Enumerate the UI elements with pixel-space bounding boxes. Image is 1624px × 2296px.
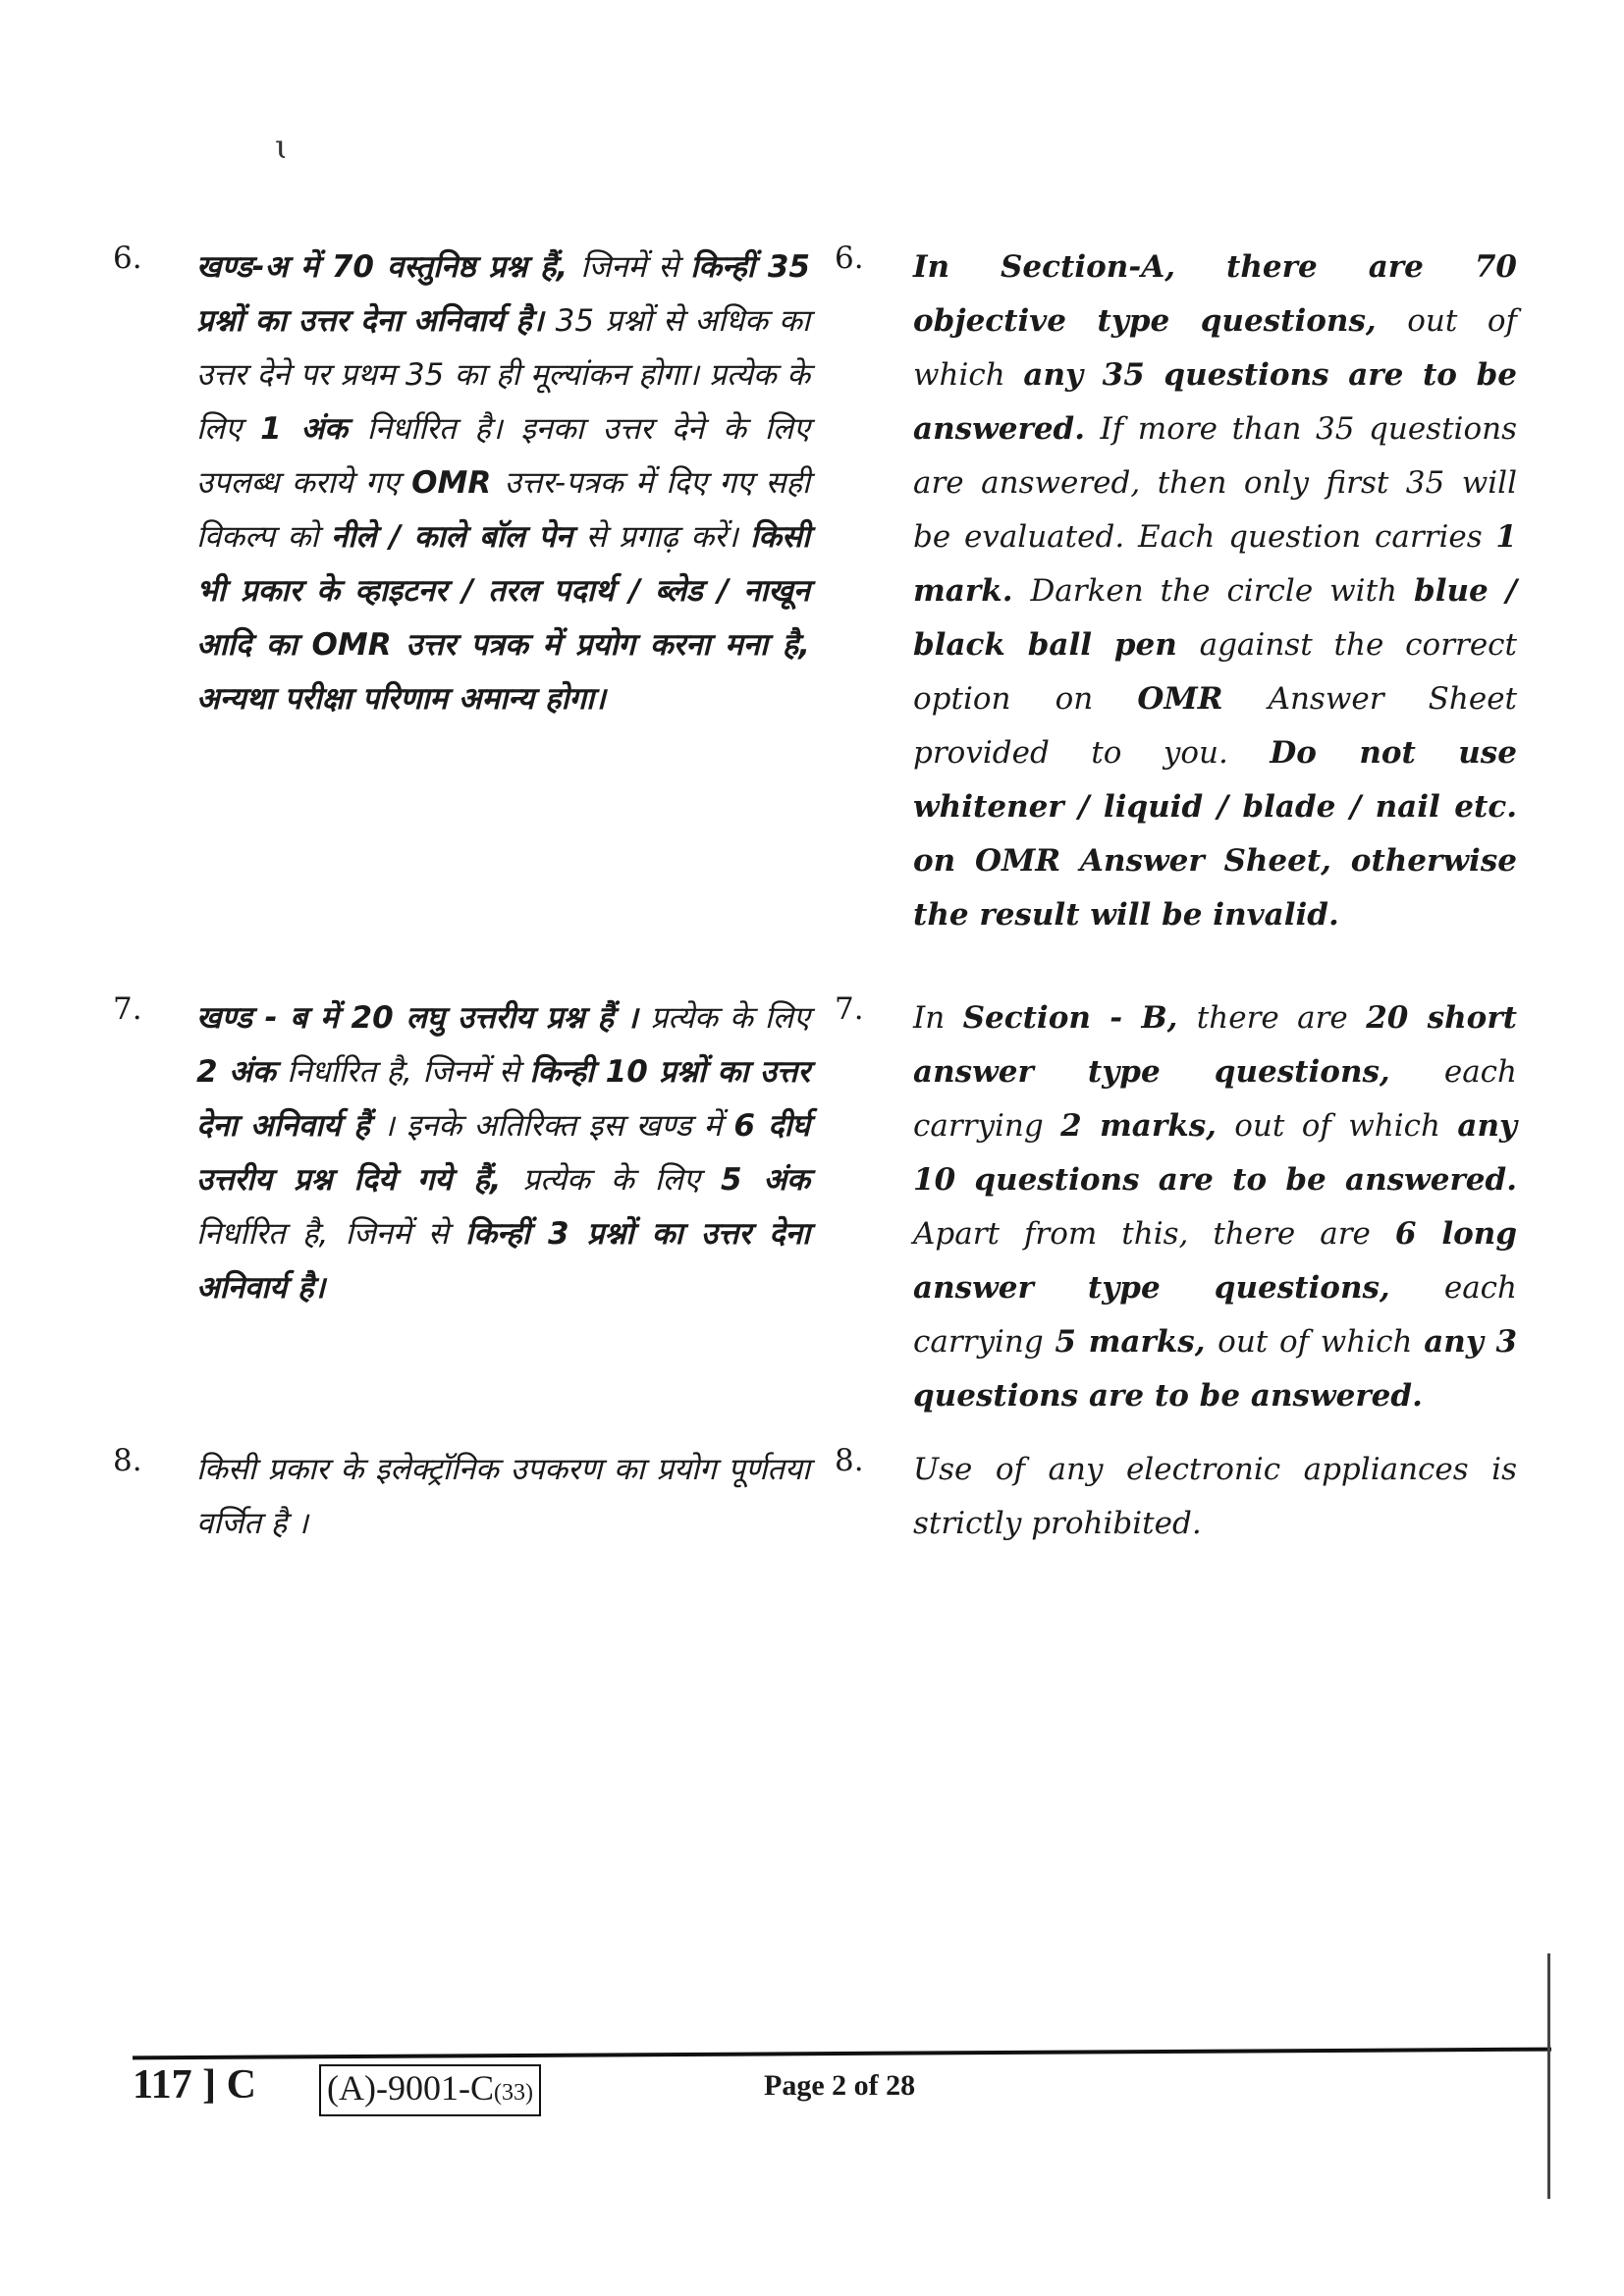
instruction-text [913,991,1517,1423]
text-run: Apart from this, there are [913,1216,1395,1252]
text-run: Answer Sheet provided to you. [913,681,1518,771]
instruction-text [196,991,810,1315]
text-run: किसी प्रकार के इलेक्ट्रॉनिक उपकरण का प्रयोग पूर्णतया वर्जित है । [196,1452,810,1541]
bold-run: OMR [411,465,505,501]
text-run: If more than 35 questions are answered, then only first 35 will be evaluated. Each question carries [913,411,1517,555]
instruction-text [196,240,810,726]
bold-run: 1 अंक [260,411,367,447]
bold-run: 20 short answer type questions, [913,1000,1517,1090]
paper-code-box [319,2064,541,2116]
bold-run: blue / black ball pen [913,573,1517,663]
text-run: out of which [913,303,1517,393]
bold-run: 2 marks, [1060,1108,1235,1144]
bold-run: any 3 questions are to be answered. [913,1324,1518,1414]
text-run: निर्धारित है। इनका उत्तर देने के लिए उपलब्ध कराये गए [196,411,810,501]
instruction-6-english [913,240,1517,942]
footer-code: 117 ] C [133,2062,256,2108]
text-run: out of which [1234,1108,1458,1144]
instruction-8-english [913,1443,1517,1551]
text-run: each carrying [913,1270,1517,1360]
bold-run: किन्हीं 35 प्रश्नों का उत्तर देना अनिवार्य है। [196,249,810,339]
text-run: उत्तर-पत्रक में दिए गए सही विकल्प को [196,465,810,555]
item-number-hindi: 8. [113,1443,142,1478]
instruction-7-hindi [196,991,810,1315]
paper-code-suffix: (33) [493,2080,533,2106]
paper-code: (A)-9001-C [327,2068,494,2108]
bold-run: किन्हीं 3 प्रश्नों का उत्तर देना अनिवार्य है। [196,1216,810,1306]
instruction-7-english [913,991,1517,1423]
item-number-english: 6. [835,240,864,276]
text-run: against the correct option on [913,627,1517,717]
bold-run: Section - B, [962,1000,1197,1036]
bold-run: 6 दीर्घ उत्तरीय प्रश्न दिये गये हैं, [196,1108,810,1198]
item-number-english: 7. [835,991,864,1027]
text-run: प्रत्येक के लिए [522,1162,721,1198]
bold-run: any 35 questions are to be answered. [913,357,1517,447]
bold-run: Do not use whitener / liquid / blade / nail etc. on OMR Answer Sheet, otherwise the result will be invalid. [913,735,1517,933]
item-number-hindi: 7. [113,991,142,1027]
bold-run: खण्ड - ब में 20 लघु उत्तरीय प्रश्न हैं । [196,1000,651,1036]
instruction-6-hindi [196,240,810,726]
text-run: out of which [1218,1324,1425,1360]
text-run: जिनमें से [580,249,691,285]
page-number: Page 2 of 28 [764,2069,916,2102]
bold-run: 5 marks, [1055,1324,1218,1360]
text-run: निर्धारित है, जिनमें से [196,1216,466,1252]
text-run: । इनके अतिरिक्त इस खण्ड में [382,1108,734,1144]
text-run: Use of any electronic appliances is strictly prohibited. [913,1452,1517,1541]
text-run: से प्रगाढ़ करें। [585,519,751,555]
bold-run: 6 long answer type questions, [913,1216,1518,1306]
page-edge [1547,1953,1550,2199]
bold-run: 1 mark. [913,519,1517,609]
item-number-english: 8. [835,1443,864,1478]
item-number-hindi: 6. [113,240,142,276]
bold-run: In Section-A, there are 70 objective type questions, [913,249,1517,339]
text-run: Darken the circle with [1030,573,1415,609]
text-run: 35 प्रश्नों से अधिक का उत्तर देने पर प्रथम 35 का ही मूल्यांकन होगा। प्रत्येक के लिए [196,303,810,447]
text-run: each carrying [913,1054,1517,1144]
text-run: निर्धारित है, जिनमें से [287,1054,530,1090]
bold-run: OMR [1137,681,1269,717]
handwritten-mark: ɩ [275,128,289,167]
bold-run: 2 अंक [196,1054,288,1090]
bold-run: किसी भी प्रकार के व्हाइटनर / तरल पदार्थ / ब्लेड / नाखून आदि का OMR उत्तर पत्रक में प्रयोग करना मना है, अन्यथा परीक्षा परिणाम अमान्य होगा। [196,519,811,717]
instruction-text [196,1443,810,1551]
text-run: In [913,1000,963,1036]
text-run: there are [1196,1000,1367,1036]
bold-run: खण्ड-अ में 70 वस्तुनिष्ठ प्रश्न हैं, [196,249,581,285]
text-run: प्रत्येक के लिए [650,1000,810,1036]
bold-run: any 10 questions are to be answered. [913,1108,1518,1198]
bold-run: 5 अंक [720,1162,810,1198]
footer-divider [133,2048,1551,2060]
instruction-8-hindi [196,1443,810,1551]
instruction-text [913,240,1517,942]
instruction-text [913,1443,1517,1551]
bold-run: किन्ही 10 प्रश्नों का उत्तर देना अनिवार्य हैं [196,1054,810,1144]
bold-run: नीले / काले बॉल पेन [331,519,586,555]
